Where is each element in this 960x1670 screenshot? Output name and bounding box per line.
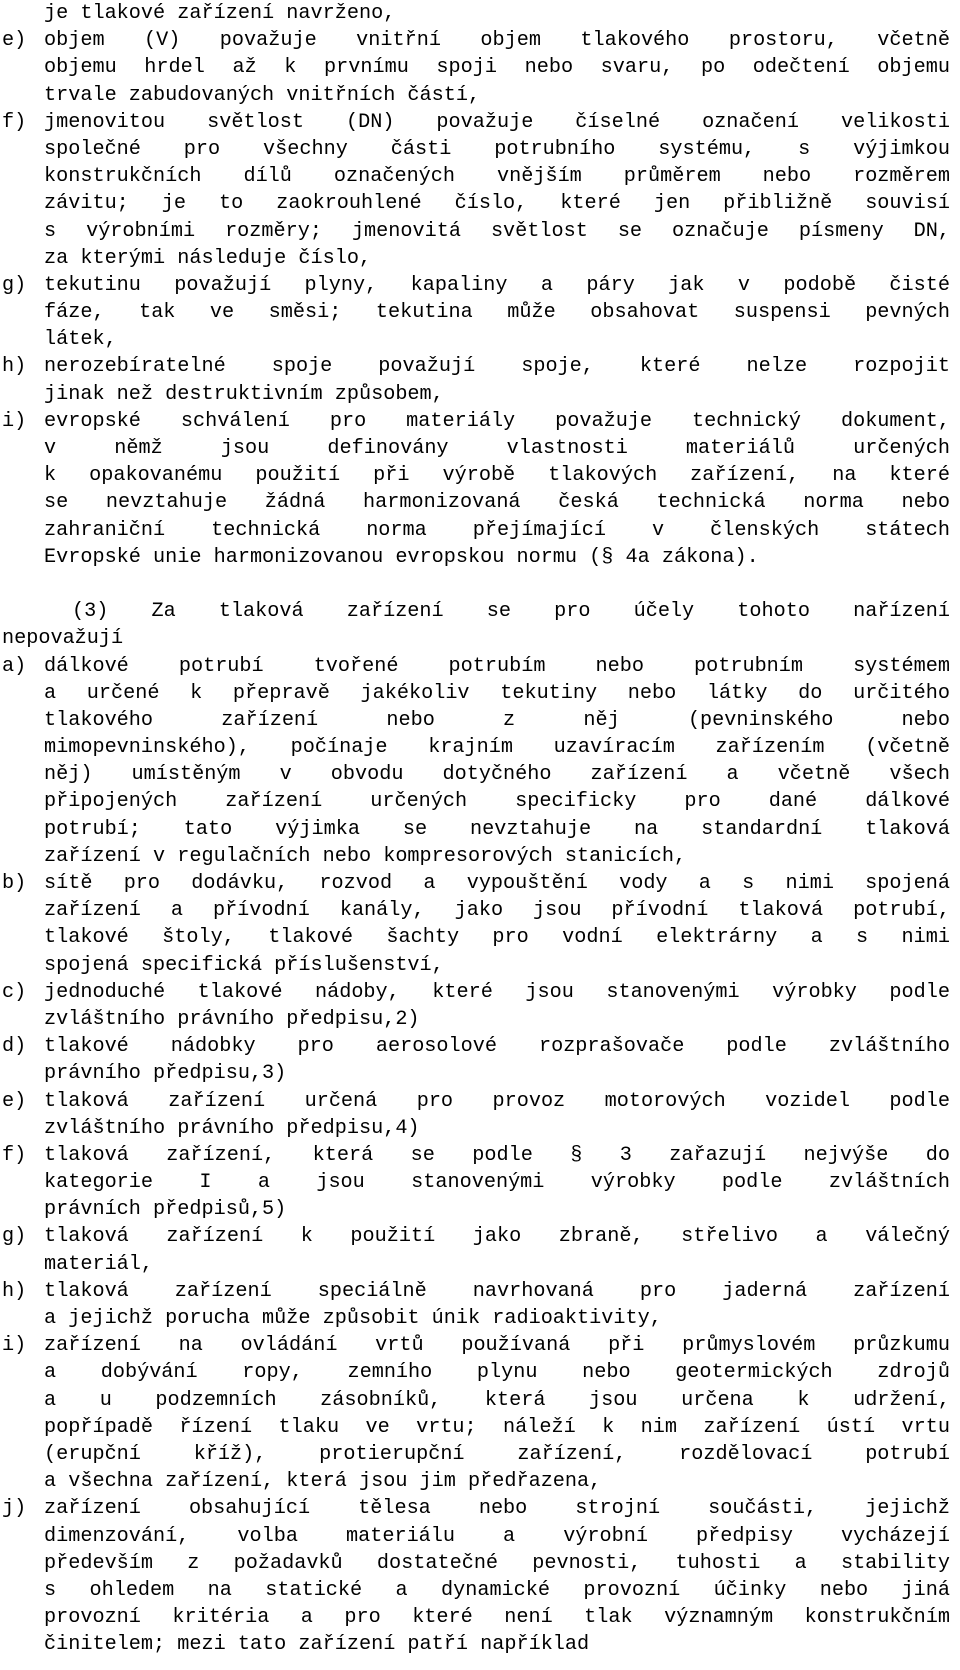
line-text: především z požadavků dostatečné pevnosti, tuhosti a stability <box>44 1551 950 1575</box>
line-text: tlakového zařízení nebo z něj (pevninského nebo <box>44 708 950 732</box>
list-item-line <box>0 1088 960 1115</box>
list-item-line <box>0 462 960 489</box>
list-item-line <box>0 897 960 924</box>
paragraph-heading-line <box>0 625 960 652</box>
list-item-line <box>0 1223 960 1250</box>
list-item-line <box>0 843 960 870</box>
list-item-marker: i) <box>2 1334 27 1358</box>
list-item-marker: i) <box>2 409 27 433</box>
list-item-line <box>0 489 960 516</box>
list-item-marker: c) <box>2 980 27 1004</box>
list-item-line <box>0 1060 960 1087</box>
line-text: objemu hrdel až k prvnímu spoji nebo svaru, po odečtení objemu <box>44 56 950 80</box>
continuation-line <box>0 0 960 27</box>
list-item-line <box>0 381 960 408</box>
list-item-line <box>0 788 960 815</box>
list-item-marker: b) <box>2 872 27 895</box>
line-text: tekutinu považují plyny, kapaliny a páry jak v podobě čisté <box>44 273 950 297</box>
line-text: materiál, <box>44 1252 154 1276</box>
list-item-line <box>0 1631 960 1658</box>
list-item-line <box>0 1441 960 1468</box>
list-item-marker: f) <box>2 1143 27 1167</box>
line-text: a dobývání ropy, zemního plynu nebo geotermických zdrojů <box>44 1361 950 1385</box>
list-item-line <box>0 1196 960 1223</box>
line-text: (erupční kříž), protierupční zařízení, rozdělovací potrubí <box>44 1442 950 1466</box>
list-item-line <box>0 680 960 707</box>
list-item-line <box>0 761 960 788</box>
list-item-marker: f) <box>2 110 27 134</box>
list-item-line <box>0 218 960 245</box>
list-item-line <box>0 1604 960 1631</box>
list-item-line <box>0 1387 960 1414</box>
list-item-line <box>0 1278 960 1305</box>
line-text: tlaková zařízení, která se podle § 3 zařazují nejvýše do <box>44 1143 950 1167</box>
line-text: nerozebíratelné spoje považují spoje, které nelze rozpojit <box>44 355 950 379</box>
line-text: zařízení obsahující tělesa nebo strojní součásti, jejichž <box>44 1497 950 1521</box>
line-text: právních předpisů,5) <box>44 1198 287 1222</box>
line-text: a u podzemních zásobníků, která jsou určena k udržení, <box>44 1388 950 1412</box>
list-item-line <box>0 1169 960 1196</box>
line-text: v němž jsou definovány vlastnosti materiálů určených <box>44 437 950 460</box>
list-item-line <box>0 870 960 897</box>
list-item-line <box>0 1577 960 1604</box>
list-item-line <box>0 1495 960 1522</box>
list-item-line <box>0 1305 960 1332</box>
line-text: spojená specifická příslušenství, <box>44 953 444 977</box>
line-text: dálkové potrubí tvořené potrubím nebo potrubním systémem <box>44 654 950 678</box>
list-item-marker: h) <box>2 355 27 379</box>
line-text: tlaková zařízení k použití jako zbraně, střelivo a válečný <box>44 1225 950 1249</box>
line-text: konstrukčních dílů označených vnějším průměrem nebo rozměrem <box>44 165 950 189</box>
line-text: látek, <box>44 328 117 352</box>
list-item-line <box>0 82 960 109</box>
paragraph-gap <box>0 571 960 598</box>
line-text: Evropské unie harmonizovanou evropskou normu (§ 4a zákona). <box>44 545 759 569</box>
line-text: činitelem; mezi tato zařízení patří například <box>44 1633 590 1657</box>
list-item-line <box>0 1115 960 1142</box>
paragraph-heading-line <box>0 598 960 625</box>
line-text: tlakové štoly, tlakové šachty pro vodní elektrárny a s nimi <box>44 926 950 950</box>
line-text: fáze, tak ve směsi; tekutina může obsahovat suspensi pevných <box>44 301 950 325</box>
list-item-line <box>0 163 960 190</box>
line-text: tlakové nádobky pro aerosolové rozprašovače podle zvláštního <box>44 1035 950 1059</box>
list-item-line <box>0 1550 960 1577</box>
line-text: s ohledem na statické a dynamické provozní účinky nebo jiná <box>44 1578 950 1602</box>
list-item-line <box>0 1414 960 1441</box>
line-text: nepovažují <box>2 627 124 651</box>
list-item-line <box>0 245 960 272</box>
line-text: zvláštního právního předpisu,2) <box>44 1007 420 1031</box>
line-text: tlaková zařízení určená pro provoz motorových vozidel podle <box>44 1089 950 1113</box>
line-text: připojených zařízení určených specificky pro dané dálkové <box>44 790 950 814</box>
line-text: objem (V) považuje vnitřní objem tlakového prostoru, včetně <box>44 29 950 53</box>
line-text: něj) umístěným v obvodu dotyčného zařízení a včetně všech <box>44 763 950 787</box>
list-item-line <box>0 952 960 979</box>
list-item-line <box>0 435 960 462</box>
line-text: evropské schválení pro materiály považuje technický dokument, <box>44 409 950 433</box>
list-item-line <box>0 408 960 435</box>
list-item-line <box>0 816 960 843</box>
list-item-line <box>0 1142 960 1169</box>
list-item-marker: a) <box>2 654 27 678</box>
line-text: jmenovitou světlost (DN) považuje číselné označení velikosti <box>44 110 950 134</box>
line-text: a určené k přepravě jakékoliv tekutiny nebo látky do určitého <box>44 681 950 705</box>
line-text: jednoduché tlakové nádoby, které jsou stanovenými výrobky podle <box>44 980 950 1004</box>
line-text: za kterými následuje číslo, <box>44 246 372 270</box>
line-text: kategorie I a jsou stanovenými výrobky podle zvláštních <box>44 1171 950 1195</box>
list-item-line <box>0 27 960 54</box>
line-text: závitu; je to zaokrouhlené číslo, které jen přibližně souvisí <box>44 192 950 216</box>
list-item-line <box>0 544 960 571</box>
list-item-marker: h) <box>2 1279 27 1303</box>
line-text: (3) Za tlaková zařízení se pro účely tohoto nařízení <box>72 600 950 624</box>
line-text: zvláštního právního předpisu,4) <box>44 1116 420 1140</box>
list-item-line <box>0 190 960 217</box>
list-item-line <box>0 54 960 81</box>
list-item-line <box>0 1523 960 1550</box>
list-item-line <box>0 1006 960 1033</box>
list-item-line <box>0 299 960 326</box>
list-item-line <box>0 653 960 680</box>
line-text: zařízení a přívodní kanály, jako jsou přívodní tlaková potrubí, <box>44 899 950 923</box>
list-item-marker: g) <box>2 1225 27 1249</box>
list-item-line <box>0 326 960 353</box>
list-item-line <box>0 979 960 1006</box>
list-item-line <box>0 1251 960 1278</box>
list-item-line <box>0 1332 960 1359</box>
line-text: tlaková zařízení speciálně navrhovaná pro jaderná zařízení <box>44 1279 950 1303</box>
line-text: zařízení v regulačních nebo kompresorových stanicích, <box>44 844 687 868</box>
list-item-marker: j) <box>2 1497 27 1521</box>
list-item-line <box>0 272 960 299</box>
line-text: jinak než destruktivním způsobem, <box>44 382 444 406</box>
list-item-marker: e) <box>2 29 27 53</box>
line-text: popřípadě řízení tlaku ve vrtu; náleží k nim zařízení ústí vrtu <box>44 1415 950 1439</box>
list-item-line <box>0 924 960 951</box>
line-text: k opakovanému použití při výrobě tlakových zařízení, na které <box>44 464 950 488</box>
line-text: provozní kritéria a pro které není tlak významným konstrukčním <box>44 1606 950 1630</box>
list-item-line <box>0 136 960 163</box>
list-item-marker: d) <box>2 1035 27 1059</box>
list-item-line <box>0 109 960 136</box>
line-text: potrubí; tato výjimka se nevztahuje na standardní tlaková <box>44 817 950 841</box>
line-text: mimopevninského), počínaje krajním uzavíracím zařízením (včetně <box>44 736 950 760</box>
line-text: trvale zabudovaných vnitřních částí, <box>44 83 481 107</box>
line-text: zahraniční technická norma přejímající v členských státech <box>44 518 950 542</box>
line-text: zařízení na ovládání vrtů používaná při průmyslovém průzkumu <box>44 1334 950 1358</box>
list-item-line <box>0 1359 960 1386</box>
line-text: dimenzování, volba materiálu a výrobní předpisy vycházejí <box>44 1524 950 1548</box>
line-text: sítě pro dodávku, rozvod a vypouštění vody a s nimi spojená <box>44 872 950 895</box>
line-text: a jejichž porucha může způsobit únik radioaktivity, <box>44 1307 662 1330</box>
list-item-line <box>0 707 960 734</box>
list-item-marker: g) <box>2 273 27 297</box>
list-item-line <box>0 734 960 761</box>
list-item-line <box>0 1033 960 1060</box>
list-item-marker: e) <box>2 1089 27 1113</box>
line-text: je tlakové zařízení navrženo, <box>44 2 396 25</box>
list-item-line <box>0 517 960 544</box>
line-text: společné pro všechny části potrubního systému, s výjimkou <box>44 137 950 161</box>
list-item-line <box>0 353 960 380</box>
line-text: se nevztahuje žádná harmonizovaná česká technická norma nebo <box>44 491 950 515</box>
line-text: právního předpisu,3) <box>44 1062 287 1086</box>
list-item-line <box>0 1468 960 1495</box>
line-text: s výrobními rozměry; jmenovitá světlost se označuje písmeny DN, <box>44 219 950 243</box>
line-text: a všechna zařízení, která jsou jim předřazena, <box>44 1470 602 1494</box>
